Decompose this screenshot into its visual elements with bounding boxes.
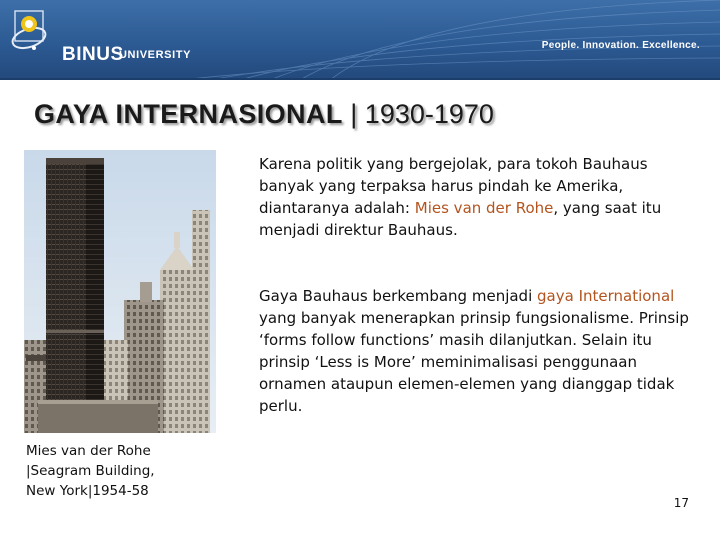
highlight-mies-van-der-rohe: Mies van der Rohe: [414, 199, 554, 217]
paragraph-international-style: [259, 285, 694, 417]
slide-title: [34, 99, 494, 130]
logo-brand-text: BINUS: [62, 44, 124, 65]
photo-caption-line: Mies van der Rohe: [26, 443, 151, 459]
paragraph-emigration: [259, 153, 694, 241]
seagram-building-photo: [24, 150, 216, 433]
logo-university-text: UNIVERSITY: [119, 49, 192, 61]
paragraph-text: , yang saat itu menjadi direktur Bauhaus.: [259, 199, 662, 239]
binus-logo-icon: [10, 8, 56, 58]
highlight-gaya-international: gaya International: [537, 287, 675, 305]
page-number: 17: [673, 496, 689, 510]
photo-caption: [26, 441, 226, 501]
photo-caption-line: New York|1954-58: [26, 483, 149, 499]
paragraph-text: Gaya Bauhaus berkembang menjadi: [259, 287, 538, 305]
paragraph-text: yang banyak menerapkan prinsip fungsionalisme. Prinsip ‘forms follow functions’ masih dilanjutkan. Selain itu prinsip ‘Less is More’ meminimalisasi penggunaan ornamen ataupun elemen-elemen yang dianggap tidak perlu.: [259, 309, 689, 415]
slide-title-main: GAYA INTERNASIONAL: [34, 99, 343, 129]
photo-caption-line: |Seagram Building,: [26, 463, 155, 479]
header-tagline: People. Innovation. Excellence.: [541, 40, 700, 51]
header-banner: [0, 0, 720, 80]
paragraph-text: Karena politik yang bergejolak, para tokoh Bauhaus banyak yang terpaksa harus pindah ke Amerika, diantaranya adalah:: [259, 155, 648, 217]
slide-title-years: 1930-1970: [364, 99, 494, 129]
slide-title-separator: |: [350, 99, 358, 129]
